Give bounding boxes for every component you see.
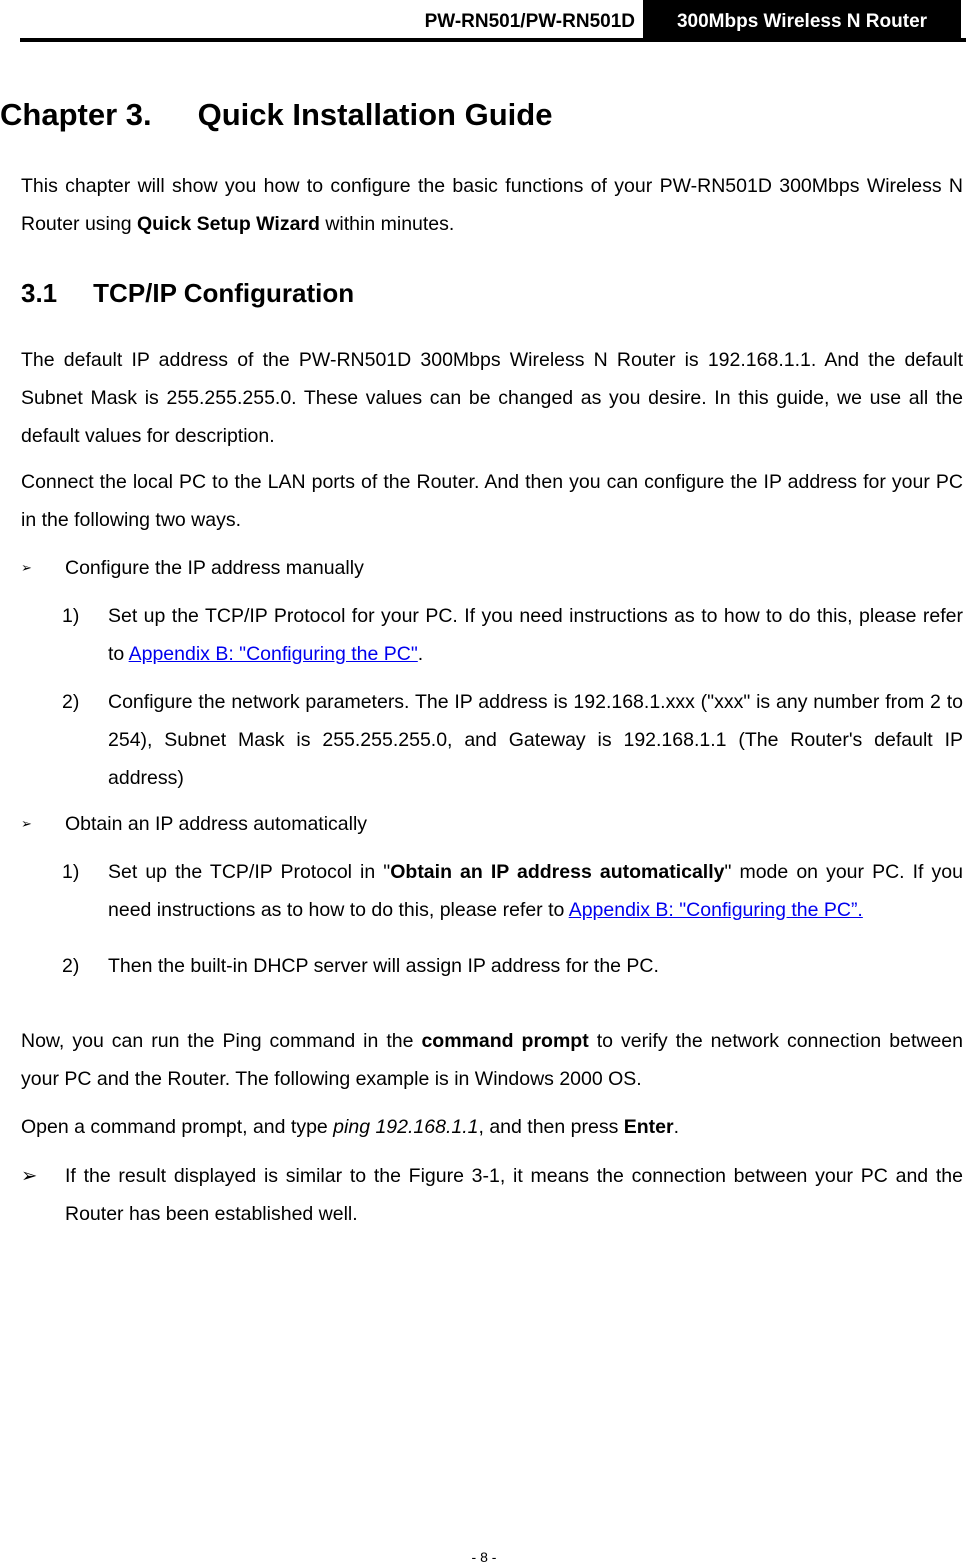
- section-heading: [21, 273, 354, 313]
- model-name: PW-RN501/PW-RN501D: [424, 11, 635, 32]
- result-text: If the result displayed is similar to the Figure 3-1, it means the connection between your PC and the Router has been established well.: [65, 1165, 963, 1225]
- ping-paragraph: [21, 1022, 963, 1098]
- default-ip-paragraph: The default IP address of the PW-RN501D 300Mbps Wireless N Router is 192.168.1.1. And the default Subnet Mask is 255.255.255.0. These values can be changed as you desire. In this guide, we use all the default values for description.: [21, 349, 963, 447]
- product-name: 300Mbps Wireless N Router: [643, 0, 961, 40]
- step-number: 1): [62, 861, 80, 883]
- appendix-b-link[interactable]: Appendix B: "Configuring the PC”.: [568, 899, 863, 921]
- manual-step-1-text: [108, 597, 963, 673]
- bullet-auto-label: Obtain an IP address automatically: [65, 813, 368, 835]
- page-header: [0, 0, 968, 44]
- step-number: 1): [62, 605, 80, 627]
- section-number: 3.1: [21, 278, 58, 308]
- step-text-mid: " mode on your PC. If you need instructions as to how to do this, please refer to: [108, 861, 963, 921]
- intro-bold: Quick Setup Wizard: [136, 213, 320, 235]
- header-rule: [20, 38, 966, 42]
- chapter-heading: [0, 93, 552, 137]
- command-text-mid: , and then press: [478, 1116, 624, 1138]
- intro-text-end: within minutes.: [319, 213, 455, 235]
- step-text: Set up the TCP/IP Protocol in ": [108, 861, 391, 883]
- intro-paragraph: [21, 167, 963, 243]
- ping-bold: command prompt: [421, 1030, 589, 1052]
- bullet-arrow-icon: ➢: [21, 816, 32, 831]
- command-italic: ping 192.168.1.1: [333, 1116, 479, 1138]
- step-bold: Obtain an IP address automatically: [390, 861, 725, 883]
- bullet-arrow-icon: ➢: [21, 560, 32, 575]
- command-text: Open a command prompt, and type: [21, 1116, 334, 1138]
- step-number: 2): [62, 691, 80, 713]
- section-title: TCP/IP Configuration: [93, 278, 355, 308]
- page-number: - 8 -: [471, 1549, 497, 1565]
- auto-step-2-text: Then the built-in DHCP server will assign IP address for the PC.: [108, 955, 659, 977]
- step-text: Set up the TCP/IP Protocol for your PC. If you need instructions as to how to do this, please refer to: [108, 605, 963, 665]
- step-number: 2): [62, 955, 80, 977]
- auto-step-1-text: [108, 853, 963, 929]
- intro-text: This chapter will show you how to configure the basic functions of your PW-RN501D 300Mbps Wireless N Router using: [21, 175, 963, 235]
- command-bold: Enter: [623, 1116, 674, 1138]
- appendix-b-link[interactable]: Appendix B: "Configuring the PC": [128, 643, 418, 665]
- ping-text: Now, you can run the Ping command in the: [21, 1030, 422, 1052]
- ping-text-end: to verify the network connection between your PC and the Router. The following example is in Windows 2000 OS.: [21, 1030, 963, 1090]
- manual-step-2-text: Configure the network parameters. The IP address is 192.168.1.xxx ("xxx" is any number from 2 to 254), Subnet Mask is 255.255.255.0, and Gateway is 192.168.1.1 (The Router's default IP address): [108, 691, 963, 789]
- connect-paragraph: Connect the local PC to the LAN ports of the Router. And then you can configure the IP address for your PC in the following two ways.: [21, 471, 963, 531]
- bullet-arrow-icon: ➢: [21, 1165, 38, 1187]
- chapter-title: Quick Installation Guide: [197, 97, 553, 132]
- command-paragraph: [21, 1108, 963, 1146]
- step-text-end: .: [417, 643, 424, 665]
- bullet-manual-label: Configure the IP address manually: [65, 557, 364, 579]
- command-text-end: .: [673, 1116, 680, 1138]
- chapter-number: Chapter 3.: [0, 97, 152, 132]
